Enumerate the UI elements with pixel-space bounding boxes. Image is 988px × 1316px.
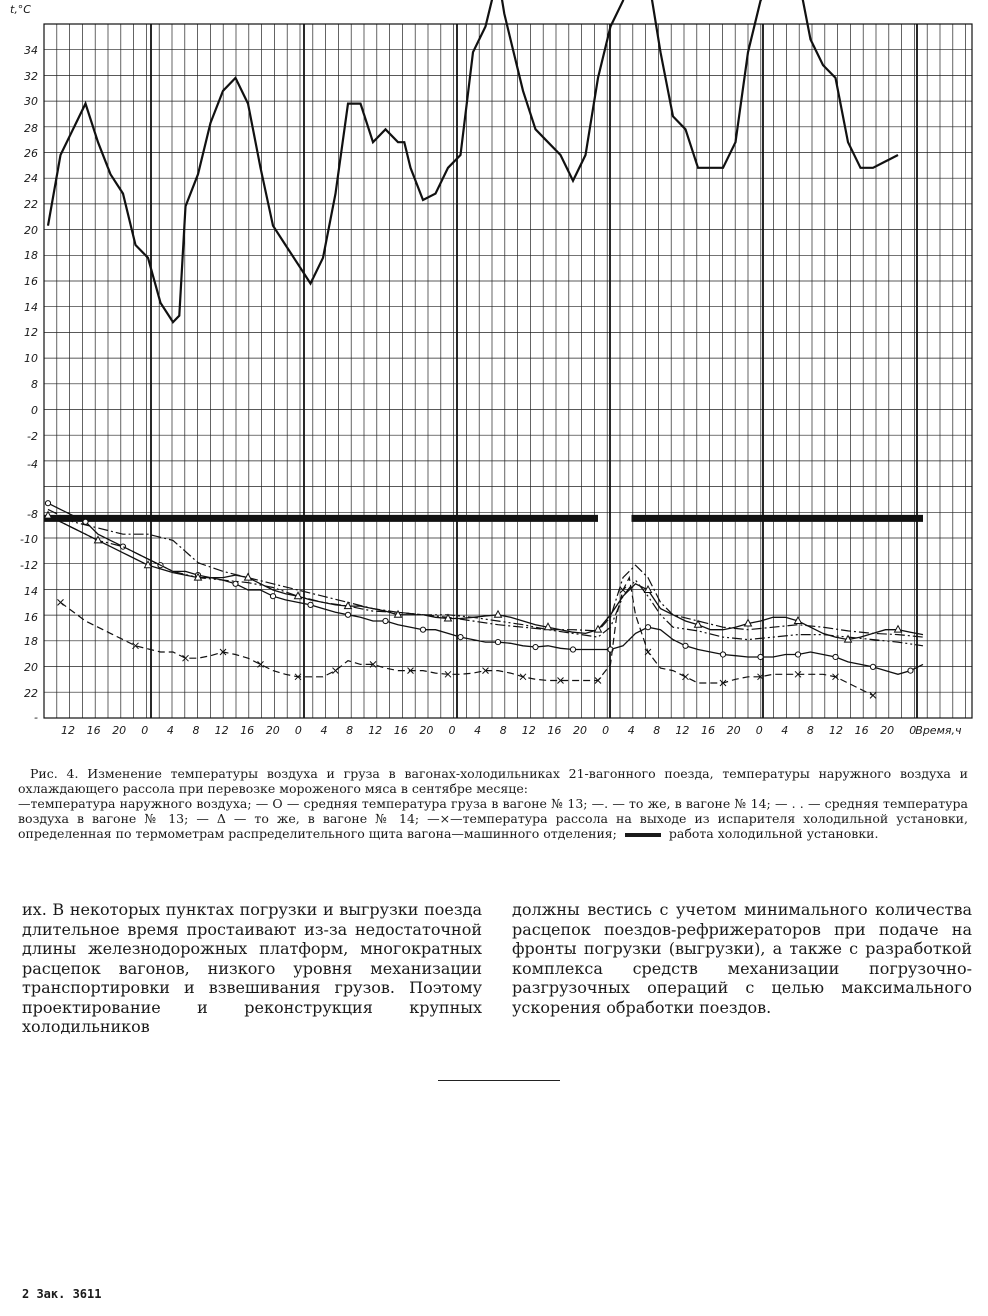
series-point-cross (683, 674, 689, 680)
x-tick-label: 16 (701, 724, 715, 737)
x-tick-label: 16 (393, 724, 408, 737)
series-point-cross (620, 587, 626, 593)
y-axis-label: t,°C (10, 3, 31, 16)
x-tick-label: 12 (521, 724, 536, 737)
x-tick-label: 0 (602, 724, 610, 737)
series-point-circle (270, 594, 275, 599)
section-divider (438, 1080, 560, 1081)
chart-series (45, 0, 924, 698)
y-tick-label: 20 (24, 661, 38, 674)
caption-title: Рис. 4. Изменение температуры воздуха и груза в вагонах-холодильниках 21-вагонного поезда, температуры наружного воздуха и охлаждающего рассола при перевозке мороженого мяса в сентябре месяце: (18, 766, 968, 796)
caption-legend-text: —температура наружного воздуха; — O — средняя температура груза в вагоне № 13; —. — то же, в вагоне № 14; — . . — средняя температура воздуха в вагоне № 13; — Δ — то же, в вагоне № 14; —×—температура рассола на выходе из испарителя холодильной установки, определенная по термометрам распределительного щита вагона—машинного отделения; (18, 796, 968, 841)
page-footer: 2 Зак. 3611 (22, 1287, 102, 1301)
y-tick-label: 0 (31, 404, 38, 417)
x-axis-ticks (61, 724, 962, 737)
series-line-1 (48, 0, 898, 322)
y-tick-label: 8 (31, 378, 38, 391)
series-point-cross (58, 599, 64, 605)
y-tick-label: 12 (24, 326, 38, 339)
y-tick-label: -10 (20, 533, 38, 546)
x-tick-label: 4 (166, 724, 174, 737)
series-point-circle (495, 639, 500, 644)
x-tick-label: 0 (141, 724, 149, 737)
series-point-circle (833, 654, 838, 659)
series-point-circle (120, 544, 125, 549)
x-tick-label: 4 (320, 724, 328, 737)
series-line-5 (48, 516, 923, 640)
y-tick-label: 18 (24, 635, 38, 648)
series-point-circle (570, 647, 575, 652)
y-tick-label: 10 (24, 352, 38, 365)
y-tick-label: 14 (24, 301, 38, 314)
caption-legend (18, 796, 968, 841)
body-text-right: должны вестись с учетом минимального количества расцепок поездов-рефрижераторов при подаче на фронты погрузки (выгрузки), а также с разработкой комплекса средств механизации погрузочно-разгрузочных операций с целью максимального ускорения обработки поездов. (512, 900, 972, 1017)
y-tick-label: 32 (24, 70, 38, 83)
series-point-circle (758, 654, 763, 659)
x-tick-label: Время,ч (915, 724, 962, 737)
x-tick-label: 16 (547, 724, 562, 737)
x-tick-label: 8 (806, 724, 814, 737)
y-axis-ticks (20, 44, 38, 724)
x-tick-label: 0 (755, 724, 763, 737)
series-line-4 (48, 516, 923, 646)
y-tick-label: 14 (24, 585, 38, 598)
x-tick-label: 12 (829, 724, 843, 737)
x-tick-label: 12 (214, 724, 229, 737)
x-tick-label: 0 (448, 724, 456, 737)
y-tick-label: 22 (24, 198, 38, 211)
x-tick-label: 12 (675, 724, 690, 737)
y-tick-label: 20 (24, 224, 38, 237)
x-tick-label: 20 (726, 724, 741, 737)
x-tick-label: 8 (346, 724, 354, 737)
y-tick-label: 22 (24, 687, 38, 700)
y-tick-label: -8 (27, 508, 38, 521)
y-tick-label: 24 (24, 172, 38, 185)
series-point-circle (83, 519, 88, 524)
series-point-circle (45, 501, 50, 506)
x-tick-label: 20 (112, 724, 127, 737)
y-tick-label: 16 (24, 275, 38, 288)
x-tick-label: 4 (781, 724, 789, 737)
x-tick-label: 20 (265, 724, 280, 737)
x-tick-label: 16 (854, 724, 869, 737)
series-point-circle (383, 618, 388, 623)
x-tick-label: 0 (294, 724, 302, 737)
x-tick-label: 8 (653, 724, 661, 737)
y-tick-label: -2 (27, 430, 38, 443)
y-tick-label: - (34, 711, 38, 724)
series-line-2 (48, 503, 923, 674)
series-point-circle (795, 652, 800, 657)
series-point-circle (870, 664, 875, 669)
x-tick-label: 4 (627, 724, 635, 737)
caption-legend-tail: работа холодильной установки. (668, 826, 879, 841)
series-point-circle (420, 627, 425, 632)
x-tick-label: 16 (240, 724, 255, 737)
x-tick-label: 16 (86, 724, 101, 737)
figure-caption (18, 766, 968, 841)
series-point-circle (458, 635, 463, 640)
y-tick-label: 34 (24, 44, 38, 57)
y-tick-label: -12 (20, 559, 38, 572)
chart-grid (44, 24, 972, 718)
x-tick-label: 12 (368, 724, 383, 737)
x-tick-label: 20 (573, 724, 587, 737)
y-tick-label: -4 (27, 458, 38, 471)
series-point-triangle (895, 626, 902, 633)
series-point-circle (683, 643, 688, 648)
y-tick-label: 16 (24, 611, 38, 624)
series-point-cross (870, 692, 876, 698)
series-point-circle (720, 652, 725, 657)
x-tick-label: 12 (61, 724, 75, 737)
series-point-circle (308, 602, 313, 607)
body-text-left: их. В некоторых пунктах погрузки и выгрузки поезда длительное время простаивают из-за недостаточной длины железнодорожных платформ, многократных расцепок вагонов, низкого уровня механизации транспортировки и взвешивания грузов. Поэтому проектирование и реконструкция крупных холодильников (22, 900, 482, 1036)
series-point-circle (645, 625, 650, 630)
y-tick-label: 26 (24, 147, 38, 160)
x-tick-label: 0 (909, 724, 917, 737)
series-point-circle (345, 612, 350, 617)
y-tick-label: 18 (24, 249, 38, 262)
x-tick-label: 20 (880, 724, 895, 737)
y-tick-label: 28 (24, 122, 38, 135)
series-point-circle (908, 668, 913, 673)
x-tick-label: 4 (474, 724, 482, 737)
series-point-triangle (495, 611, 502, 618)
machine-work-legend-line (625, 833, 661, 837)
x-tick-label: 8 (192, 724, 200, 737)
y-tick-label: 30 (24, 95, 38, 108)
plot-frame (44, 24, 972, 718)
x-tick-label: 8 (499, 724, 507, 737)
series-point-cross (333, 668, 339, 674)
x-tick-label: 20 (419, 724, 434, 737)
series-point-circle (533, 644, 538, 649)
series-point-cross (183, 655, 189, 661)
